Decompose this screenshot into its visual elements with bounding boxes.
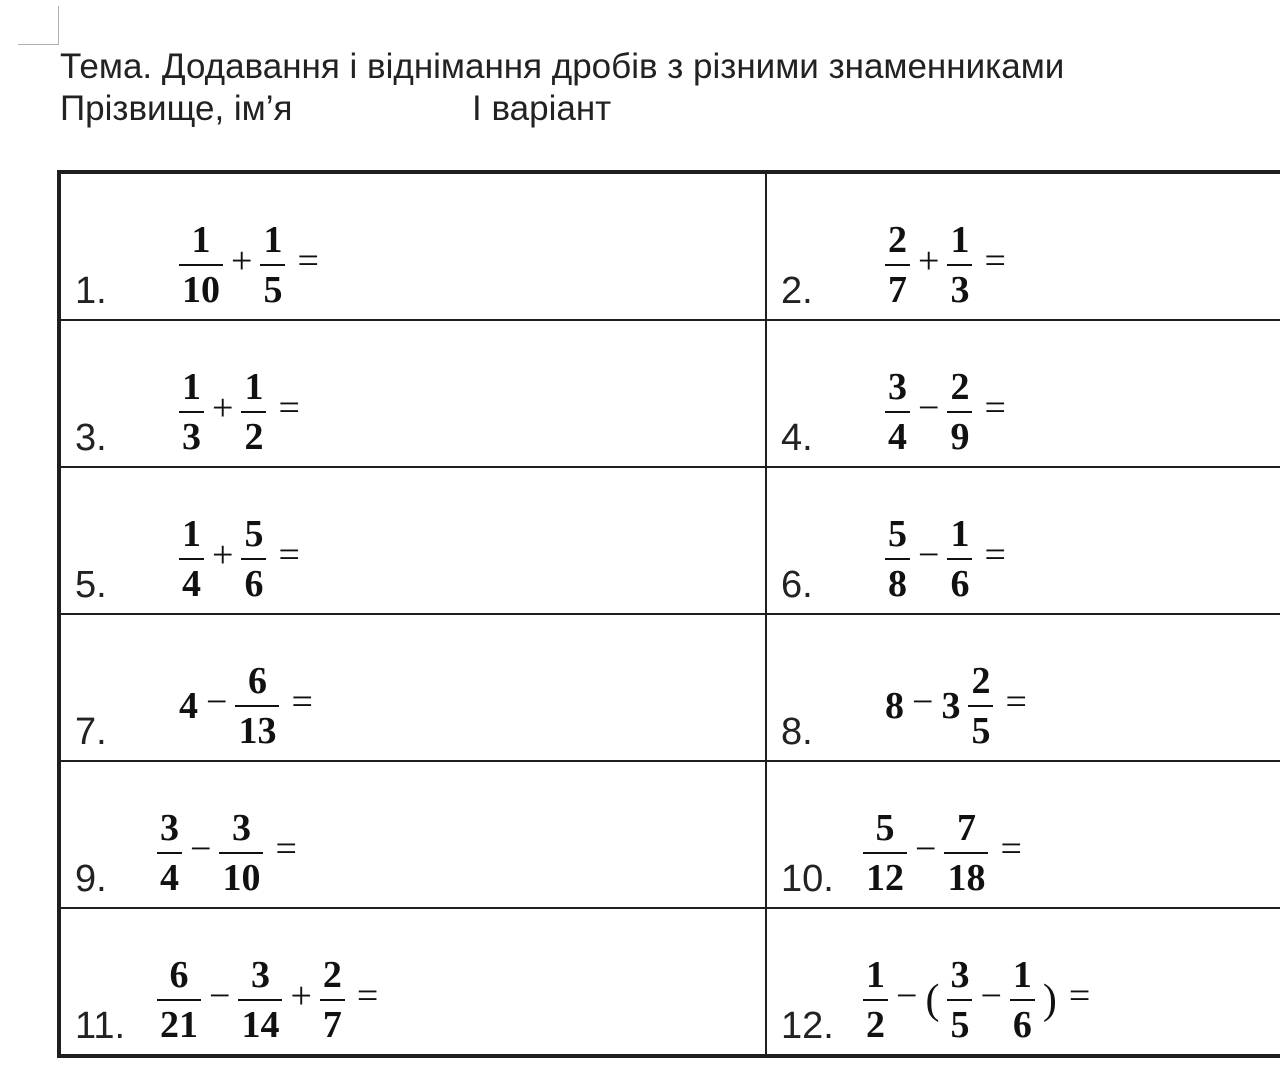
topic-title: Тема. Додавання і віднімання дробів з різними знаменниками	[60, 47, 1065, 86]
operator: +	[918, 240, 940, 282]
fraction-denominator: 12	[866, 857, 904, 899]
parenthesis: (	[925, 977, 940, 1023]
exercise-row	[59, 467, 1280, 614]
fraction-denominator: 13	[238, 710, 277, 752]
fraction-denominator: 5	[263, 269, 283, 311]
fraction-bar	[944, 852, 988, 854]
exercise-expression	[859, 803, 1026, 903]
equals-sign: =	[984, 534, 1006, 576]
exercise-cell	[766, 761, 1280, 908]
equals-sign: =	[1000, 828, 1022, 870]
exercise-number: 11.	[75, 1005, 126, 1047]
exercise-cell	[59, 172, 766, 320]
exercise-cell	[59, 320, 766, 467]
fraction-bar	[157, 852, 182, 854]
fraction	[153, 955, 205, 1045]
exercise-table	[57, 170, 1280, 1058]
fraction-bar	[238, 999, 282, 1001]
fraction-numerator: 3	[888, 366, 907, 408]
operator: +	[212, 534, 234, 576]
fraction-denominator: 3	[182, 416, 201, 458]
fraction	[940, 808, 992, 898]
fraction-numerator: 2	[322, 954, 342, 996]
fraction-denominator: 9	[950, 416, 970, 458]
fraction-numerator: 1	[866, 954, 885, 996]
operator: −	[915, 828, 937, 870]
fraction-denominator: 2	[244, 416, 264, 458]
exercise-expression	[859, 950, 1094, 1050]
exercise-cell	[59, 614, 766, 761]
fraction-numerator: 1	[244, 366, 264, 408]
fraction-bar	[157, 999, 201, 1001]
fraction-bar	[260, 264, 285, 266]
fraction	[859, 808, 911, 898]
operator: +	[212, 387, 234, 429]
fraction-bar	[179, 411, 204, 413]
fraction-denominator: 7	[888, 269, 907, 311]
fraction-denominator: 5	[950, 1004, 970, 1046]
fraction-denominator: 6	[950, 563, 970, 605]
exercise-number: 4.	[781, 417, 813, 459]
fraction-bar	[947, 411, 972, 413]
fraction	[316, 955, 349, 1045]
exercise-row	[59, 320, 1280, 467]
operator: +	[290, 975, 312, 1017]
exercise-cell	[59, 908, 766, 1056]
exercise-row	[59, 761, 1280, 908]
fraction-denominator: 2	[866, 1004, 885, 1046]
whole-number: 8	[885, 685, 904, 727]
fraction	[175, 367, 208, 457]
exercise-number: 1.	[75, 270, 107, 312]
operator: −	[209, 975, 231, 1017]
fraction-denominator: 8	[888, 563, 907, 605]
worksheet-header	[60, 46, 1064, 130]
equals-sign: =	[356, 975, 379, 1017]
fraction-numerator: 1	[950, 513, 970, 555]
fraction-numerator: 6	[169, 954, 189, 996]
fraction	[943, 514, 976, 604]
exercise-number: 7.	[75, 711, 107, 753]
fraction-bar	[947, 264, 972, 266]
fraction-bar	[863, 852, 907, 854]
fraction	[881, 220, 914, 310]
exercise-expression	[881, 215, 1010, 315]
fraction-denominator: 3	[950, 269, 970, 311]
fraction-bar	[219, 852, 263, 854]
crop-mark-vertical	[58, 6, 59, 45]
fraction-numerator: 7	[956, 807, 976, 849]
fraction	[175, 220, 227, 310]
whole-number: 3	[941, 685, 961, 727]
fraction-bar	[235, 705, 279, 707]
exercise-number: 2.	[781, 270, 813, 312]
exercise-expression	[881, 509, 1010, 609]
name-label: Прізвище, ім’я	[60, 89, 293, 128]
equals-sign: =	[278, 534, 300, 576]
exercise-number: 5.	[75, 564, 107, 606]
fraction	[943, 220, 976, 310]
fraction-numerator: 5	[875, 807, 895, 849]
exercise-cell	[766, 467, 1280, 614]
fraction-numerator: 3	[160, 807, 179, 849]
fraction-denominator: 6	[1012, 1004, 1032, 1046]
fraction-numerator: 3	[950, 954, 970, 996]
variant-label: І варіант	[472, 89, 612, 128]
exercise-row	[59, 908, 1280, 1056]
fraction-numerator: 6	[247, 660, 267, 702]
fraction-numerator: 3	[231, 807, 251, 849]
exercise-expression	[175, 215, 323, 315]
fraction-numerator: 1	[182, 513, 201, 555]
operator: −	[918, 387, 940, 429]
operator: +	[231, 240, 253, 282]
exercise-cell	[766, 908, 1280, 1056]
fraction-numerator: 2	[950, 366, 970, 408]
operator: −	[206, 681, 228, 723]
fraction	[943, 955, 976, 1045]
exercise-expression	[881, 656, 1031, 756]
fraction-bar	[320, 999, 345, 1001]
fraction	[881, 514, 914, 604]
fraction-numerator: 3	[250, 954, 270, 996]
fraction-denominator: 4	[182, 563, 201, 605]
fraction-bar	[885, 558, 910, 560]
whole-number: 4	[179, 685, 198, 727]
exercise-cell	[766, 320, 1280, 467]
equals-sign: =	[984, 387, 1006, 429]
exercise-number: 6.	[781, 564, 813, 606]
fraction-denominator: 6	[244, 563, 264, 605]
fraction-denominator: 10	[182, 269, 220, 311]
fraction-bar	[1010, 999, 1035, 1001]
fraction	[175, 514, 208, 604]
fraction	[859, 955, 892, 1045]
operator: −	[190, 828, 212, 870]
crop-mark-horizontal	[18, 44, 58, 45]
exercise-number: 12.	[781, 1005, 834, 1047]
fraction	[1006, 955, 1039, 1045]
fraction-denominator: 5	[971, 710, 991, 752]
fraction-bar	[863, 999, 888, 1001]
equals-sign: =	[1068, 975, 1091, 1017]
equals-sign: =	[278, 387, 300, 429]
fraction-bar	[179, 264, 223, 266]
fraction-bar	[241, 558, 266, 560]
exercise-number: 9.	[75, 858, 107, 900]
exercise-cell	[766, 172, 1280, 320]
fraction-numerator: 2	[888, 219, 907, 261]
exercise-number: 8.	[781, 711, 813, 753]
exercise-expression	[175, 362, 304, 462]
fraction	[964, 661, 997, 751]
exercise-expression	[175, 656, 317, 756]
fraction-numerator: 5	[244, 513, 264, 555]
fraction-bar	[968, 705, 993, 707]
fraction-numerator: 5	[888, 513, 907, 555]
equals-sign: =	[275, 828, 297, 870]
equals-sign: =	[297, 240, 319, 282]
operator: −	[912, 681, 934, 723]
fraction-bar	[885, 264, 910, 266]
exercise-cell	[59, 761, 766, 908]
fraction	[231, 661, 283, 751]
fraction-denominator: 10	[222, 857, 261, 899]
exercise-number: 10.	[781, 858, 834, 900]
fraction-bar	[179, 558, 204, 560]
fraction	[237, 514, 270, 604]
exercise-row	[59, 614, 1280, 761]
fraction-numerator: 1	[1012, 954, 1032, 996]
fraction	[153, 808, 186, 898]
exercise-row	[59, 172, 1280, 320]
exercise-expression	[881, 362, 1010, 462]
fraction-denominator: 4	[888, 416, 907, 458]
fraction	[215, 808, 267, 898]
exercise-expression	[175, 509, 304, 609]
operator: −	[980, 975, 1002, 1017]
exercise-number: 3.	[75, 417, 107, 459]
fraction-denominator: 21	[160, 1004, 198, 1046]
fraction-numerator: 1	[191, 219, 211, 261]
operator: −	[918, 534, 940, 576]
fraction-denominator: 14	[241, 1004, 280, 1046]
fraction	[943, 367, 976, 457]
fraction-bar	[947, 999, 972, 1001]
exercise-expression	[153, 803, 301, 903]
fraction-bar	[885, 411, 910, 413]
fraction-bar	[241, 411, 266, 413]
exercise-cell	[59, 467, 766, 614]
fraction	[881, 367, 914, 457]
fraction	[234, 955, 286, 1045]
fraction-bar	[947, 558, 972, 560]
equals-sign: =	[1005, 681, 1027, 723]
fraction-denominator: 18	[947, 857, 986, 899]
fraction	[237, 367, 270, 457]
fraction	[256, 220, 289, 310]
fraction-numerator: 1	[182, 366, 201, 408]
parenthesis: )	[1042, 977, 1057, 1023]
operator: −	[896, 975, 918, 1017]
fraction-numerator: 1	[950, 219, 970, 261]
exercise-cell	[766, 614, 1280, 761]
equals-sign: =	[984, 240, 1006, 282]
fraction-numerator: 1	[263, 219, 283, 261]
exercise-expression	[153, 950, 382, 1050]
fraction-numerator: 2	[971, 660, 991, 702]
fraction-denominator: 7	[322, 1004, 342, 1046]
fraction-denominator: 4	[160, 857, 179, 899]
equals-sign: =	[291, 681, 313, 723]
